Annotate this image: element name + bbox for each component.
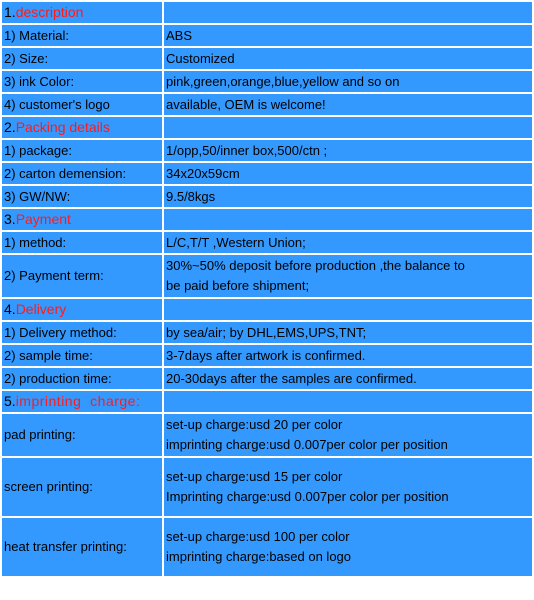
row-value: pink,green,orange,blue,yellow and so on (164, 71, 532, 92)
row-value: 9.5/8kgs (164, 186, 532, 207)
row-value (164, 255, 532, 297)
row-value: 20-30days after the samples are confirmed. (164, 368, 532, 389)
section-number: 5. (4, 393, 16, 409)
row-value (164, 414, 532, 456)
row-value: 3-7days after artwork is confirmed. (164, 345, 532, 366)
row-label: 2) sample time: (2, 345, 162, 366)
value-line: set-up charge:usd 15 per color (166, 469, 343, 484)
section-empty-cell (164, 117, 532, 138)
table-row (2, 458, 532, 516)
section-heading (2, 2, 162, 23)
row-label: 2) production time: (2, 368, 162, 389)
section-title: Delivery (15, 301, 67, 317)
row-label: 1) Delivery method: (2, 322, 162, 343)
row-label: 4) customer's logo (2, 94, 162, 115)
value-line: imprinting charge:based on logo (166, 549, 352, 564)
table-row (2, 345, 532, 366)
row-label: 1) Material: (2, 25, 162, 46)
table-row (2, 255, 532, 297)
row-label: 2) carton demension: (2, 163, 162, 184)
table-row (2, 518, 532, 576)
row-value: 1/opp,50/inner box,500/ctn ; (164, 140, 532, 161)
section-number: 2. (4, 119, 16, 135)
section-title: imprinting charge: (15, 393, 141, 409)
section-heading (2, 391, 162, 412)
value-line: set-up charge:usd 20 per color (166, 417, 343, 432)
table-row (2, 163, 532, 184)
table-row (2, 186, 532, 207)
value-line: Imprinting charge:usd 0.007per color per position (166, 489, 449, 504)
row-label: 3) GW/NW: (2, 186, 162, 207)
table-row (2, 71, 532, 92)
section-header-imprinting-charge (2, 391, 532, 412)
row-label: heat transfer printing: (2, 518, 162, 576)
row-value: Customized (164, 48, 532, 69)
section-header-description (2, 2, 532, 23)
row-label: 1) method: (2, 232, 162, 253)
section-empty-cell (164, 299, 532, 320)
row-value (164, 518, 532, 576)
row-value (164, 458, 532, 516)
section-header-delivery (2, 299, 532, 320)
row-label: screen printing: (2, 458, 162, 516)
row-value: available, OEM is welcome! (164, 94, 532, 115)
section-heading (2, 117, 162, 138)
row-label: 1) package: (2, 140, 162, 161)
row-label: pad printing: (2, 414, 162, 456)
section-title: description (15, 4, 84, 20)
table-row (2, 232, 532, 253)
row-label: 2) Payment term: (2, 255, 162, 297)
value-line: be paid before shipment; (166, 278, 310, 293)
section-number: 3. (4, 211, 16, 227)
row-value: L/C,T/T ,Western Union; (164, 232, 532, 253)
section-empty-cell (164, 2, 532, 23)
table-row (2, 94, 532, 115)
section-empty-cell (164, 209, 532, 230)
row-label: 3) ink Color: (2, 71, 162, 92)
value-line: set-up charge:usd 100 per color (166, 529, 350, 544)
table-row (2, 25, 532, 46)
section-header-packing-details (2, 117, 532, 138)
table-row (2, 368, 532, 389)
row-label: 2) Size: (2, 48, 162, 69)
section-empty-cell (164, 391, 532, 412)
value-line: imprinting charge:usd 0.007per color per position (166, 437, 448, 452)
row-value: 34x20x59cm (164, 163, 532, 184)
section-heading (2, 299, 162, 320)
section-title: Payment (15, 211, 71, 227)
section-number: 4. (4, 301, 16, 317)
table-row (2, 322, 532, 343)
row-value: by sea/air; by DHL,EMS,UPS,TNT; (164, 322, 532, 343)
table-row (2, 48, 532, 69)
section-number: 1. (4, 4, 16, 20)
section-title: Packing details (15, 119, 110, 135)
table-row (2, 140, 532, 161)
table-row (2, 414, 532, 456)
row-value: ABS (164, 25, 532, 46)
section-header-payment (2, 209, 532, 230)
value-line: 30%~50% deposit before production ,the balance to (166, 258, 465, 273)
section-heading (2, 209, 162, 230)
